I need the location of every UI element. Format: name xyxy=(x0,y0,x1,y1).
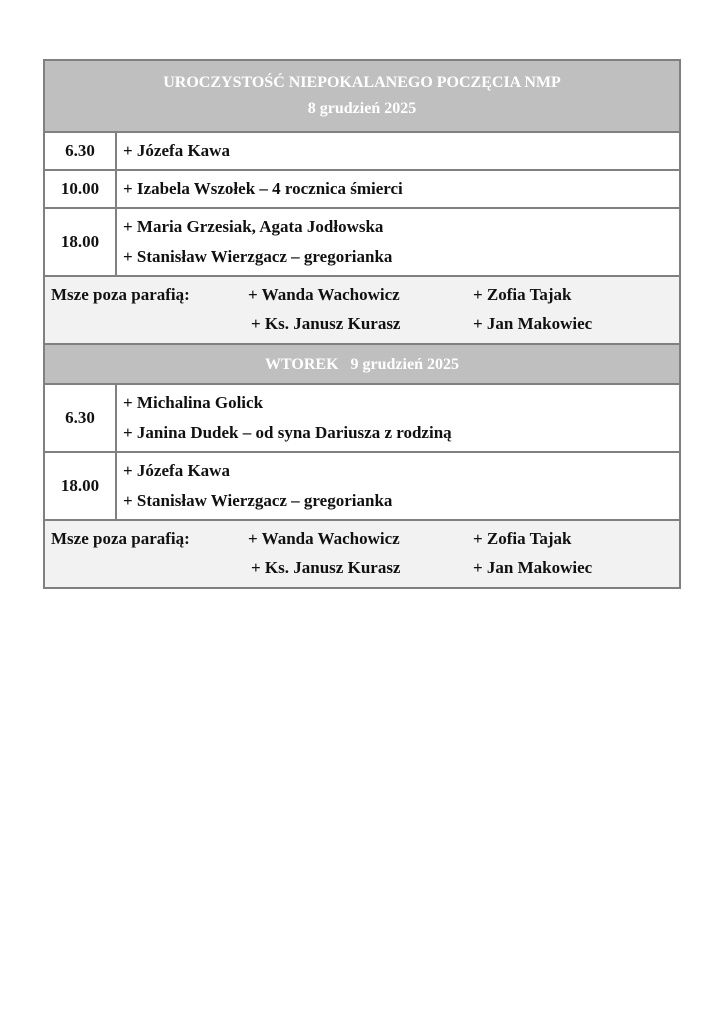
intention: + Michalina Golick xyxy=(123,393,264,412)
intention: + Józefa Kawa xyxy=(123,461,230,480)
outside-intention: + Zofia Tajak xyxy=(473,285,572,304)
mass-intentions xyxy=(117,453,679,519)
mass-schedule-table xyxy=(43,59,681,589)
day-date: 8 grudzień 2025 xyxy=(307,100,417,117)
outside-parish-label: Msze poza parafią: xyxy=(51,529,190,548)
outside-intention: + Ks. Janusz Kurasz xyxy=(251,314,401,333)
mass-intentions xyxy=(117,385,679,451)
intention: + Stanisław Wierzgacz – gregorianka xyxy=(123,247,393,266)
outside-parish-masses xyxy=(45,277,679,345)
mass-time: 6.30 xyxy=(45,133,117,169)
mass-intentions xyxy=(117,171,679,207)
intention: + Józefa Kawa xyxy=(123,141,230,160)
intention: + Maria Grzesiak, Agata Jodłowska xyxy=(123,217,384,236)
outside-intention: + Zofia Tajak xyxy=(473,529,572,548)
day-header xyxy=(45,345,679,385)
day-title: UROCZYSTOŚĆ NIEPOKALANEGO POCZĘCIA NMP xyxy=(163,74,561,91)
outside-intention: + Ks. Janusz Kurasz xyxy=(251,558,401,577)
table-row xyxy=(45,385,679,453)
table-row xyxy=(45,209,679,277)
table-row xyxy=(45,453,679,521)
outside-intention: + Jan Makowiec xyxy=(473,558,593,577)
outside-intention: + Jan Makowiec xyxy=(473,314,593,333)
intention: + Izabela Wszołek – 4 rocznica śmierci xyxy=(123,179,403,198)
day-title: WTOREK 9 grudzień 2025 xyxy=(265,356,459,373)
table-row xyxy=(45,171,679,209)
outside-parish-masses xyxy=(45,521,679,587)
outside-intention: + Wanda Wachowicz xyxy=(248,529,400,548)
mass-intentions xyxy=(117,133,679,169)
intention: + Janina Dudek – od syna Dariusza z rodziną xyxy=(123,423,452,442)
outside-parish-label: Msze poza parafią: xyxy=(51,285,190,304)
table-row xyxy=(45,133,679,171)
mass-intentions xyxy=(117,209,679,275)
mass-time: 18.00 xyxy=(45,209,117,275)
intention: + Stanisław Wierzgacz – gregorianka xyxy=(123,491,393,510)
mass-time: 6.30 xyxy=(45,385,117,451)
mass-time: 10.00 xyxy=(45,171,117,207)
day-header xyxy=(45,61,679,133)
outside-intention: + Wanda Wachowicz xyxy=(248,285,400,304)
mass-time: 18.00 xyxy=(45,453,117,519)
